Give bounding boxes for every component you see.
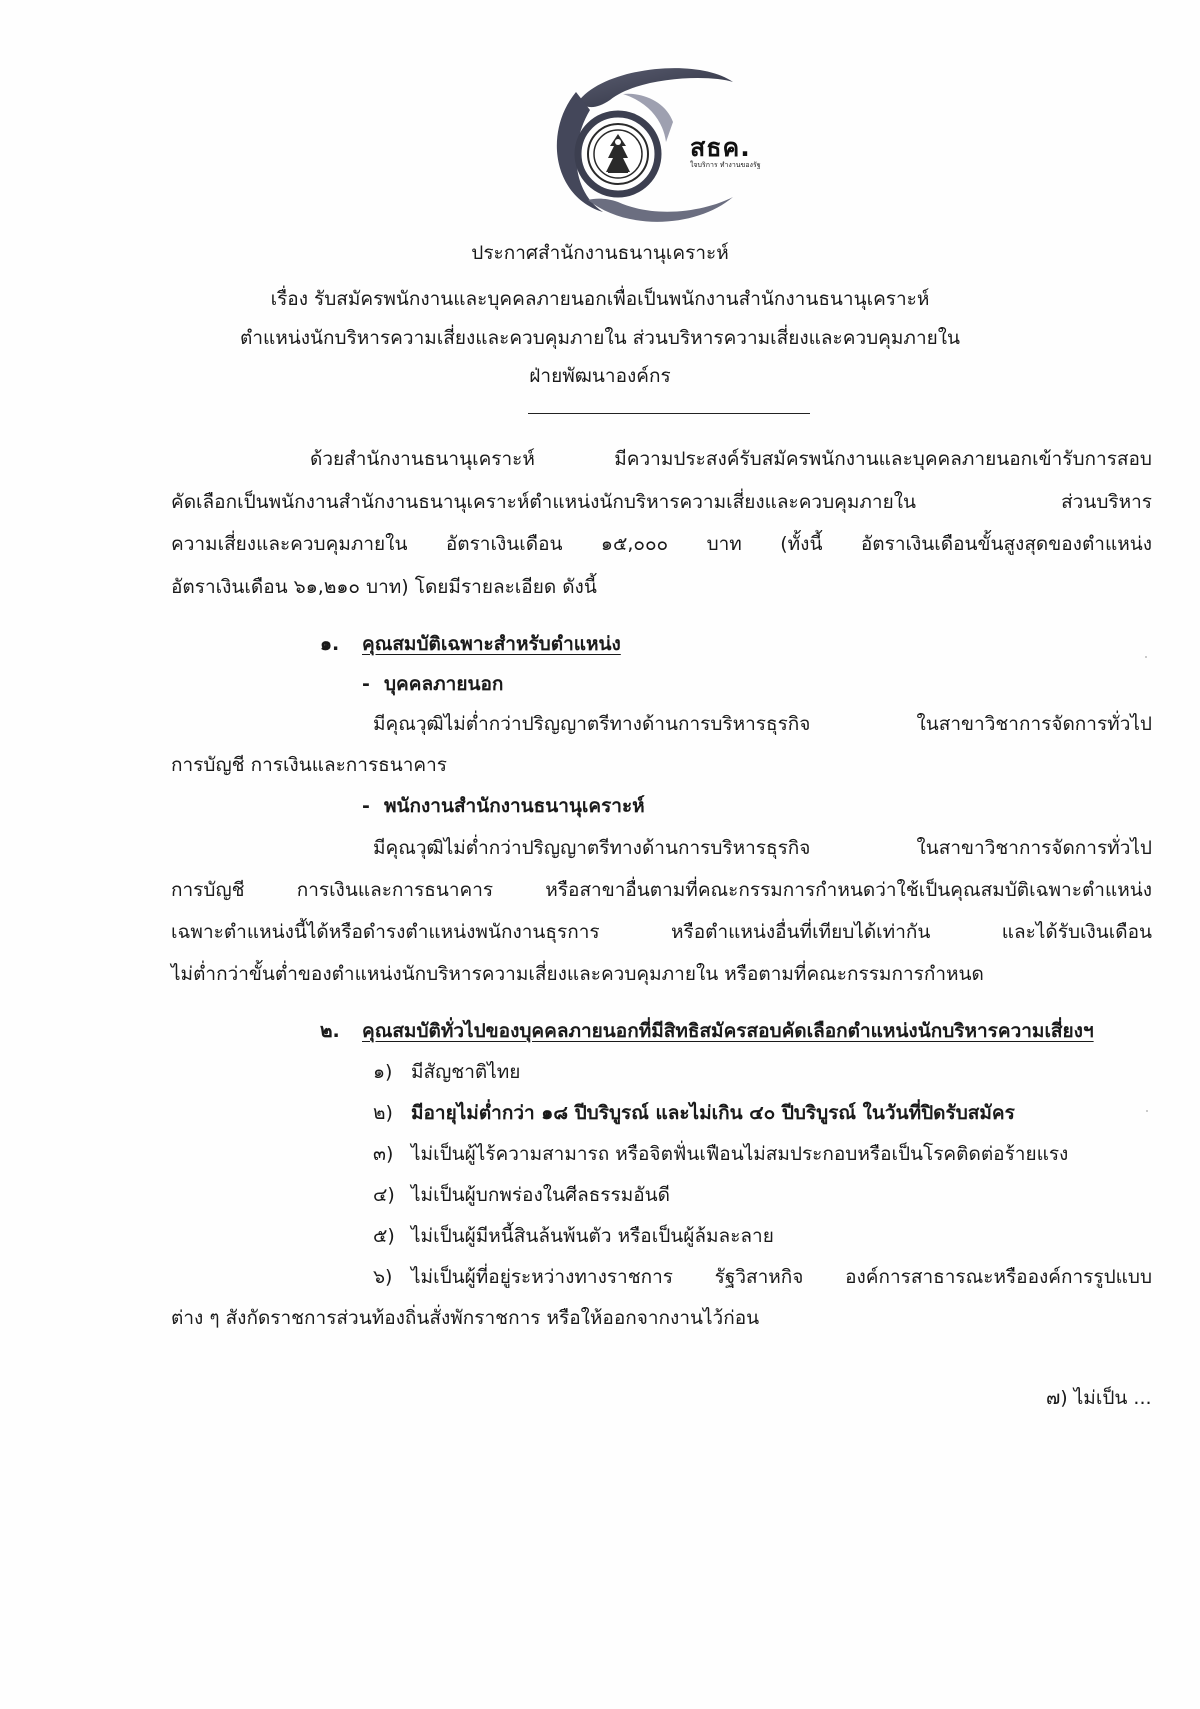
item-6-continuation: ต่าง ๆ สังกัดราชการส่วนท้องถิ่นสั่งพักราชการ หรือให้ออกจากงานไว้ก่อน <box>171 1307 760 1329</box>
agency-tagline: ใจบริการ ทำงานของรัฐ <box>690 161 761 169</box>
item-4-number: ๔) <box>373 1184 395 1206</box>
item-3-number: ๓) <box>373 1143 394 1165</box>
employee-line-1: มีคุณวุฒิไม่ต่ำกว่าปริญญาตรีทางด้านการบริหารธุรกิจ ในสาขาวิชาการจัดการทั่วไป <box>373 837 1152 859</box>
item-5-number: ๕) <box>373 1225 395 1247</box>
intro-line-1: ด้วยสำนักงานธนานุเคราะห์ มีความประสงค์รับสมัครพนักงานและบุคคลภายนอกเข้ารับการสอบ <box>310 448 1152 470</box>
item-2-number: ๒) <box>373 1102 393 1124</box>
outsider-line-2: การบัญชี การเงินและการธนาคาร <box>171 754 448 776</box>
section2-title: คุณสมบัติทั่วไปของบุคคลภายนอกที่มีสิทธิสมัครสอบคัดเลือกตำแหน่งนักบริหารความเสี่ยงฯ <box>362 1020 1094 1042</box>
item-2-text: มีอายุไม่ต่ำกว่า ๑๘ ปีบริบูรณ์ และไม่เกิน ๔๐ ปีบริบูรณ์ ในวันที่ปิดรับสมัคร <box>411 1102 1015 1124</box>
item-5-text: ไม่เป็นผู้มีหนี้สินล้นพ้นตัว หรือเป็นผู้ล้มละลาย <box>411 1225 774 1247</box>
outsider-dash: - <box>362 673 370 695</box>
item-6-number: ๖) <box>373 1266 393 1288</box>
header-divider <box>528 413 810 414</box>
item-1-number: ๑) <box>373 1061 393 1083</box>
section1-number: ๑. <box>320 633 340 655</box>
intro-line-2: คัดเลือกเป็นพนักงานสำนักงานธนานุเคราะห์ตำแหน่งนักบริหารความเสี่ยงและควบคุมภายใน ส่วนบริหาร <box>171 491 1152 513</box>
employee-line-3: เฉพาะตำแหน่งนี้ได้หรือดำรงตำแหน่งพนักงานธุรการ หรือตำแหน่งอื่นที่เทียบได้เท่ากัน และได้รับเงินเดือน <box>171 921 1152 943</box>
section2-number: ๒. <box>320 1020 340 1042</box>
outsider-label: บุคคลภายนอก <box>384 673 504 695</box>
item-6-text: ไม่เป็นผู้ที่อยู่ระหว่างทางราชการ รัฐวิสาหกิจ องค์การสาธารณะหรือองค์การรูปแบบ <box>411 1266 1152 1288</box>
employee-line-2: การบัญชี การเงินและการธนาคาร หรือสาขาอื่นตามที่คณะกรรมการกำหนดว่าใช้เป็นคุณสมบัติเฉพาะตำแหน่ง <box>171 879 1152 901</box>
outsider-line-1: มีคุณวุฒิไม่ต่ำกว่าปริญญาตรีทางด้านการบริหารธุรกิจ ในสาขาวิชาการจัดการทั่วไป <box>373 713 1152 735</box>
employee-dash: - <box>362 795 370 817</box>
agency-abbreviation: สธค. <box>690 133 751 162</box>
announcement-subject: เรื่อง รับสมัครพนักงานและบุคคลภายนอกเพื่อเป็นพนักงานสำนักงานธนานุเคราะห์ <box>270 288 930 310</box>
scan-speck <box>1146 1110 1148 1112</box>
department-line: ฝ่ายพัฒนาองค์กร <box>529 365 671 387</box>
section1-title: คุณสมบัติเฉพาะสำหรับตำแหน่ง <box>362 633 621 655</box>
item-3-text: ไม่เป็นผู้ไร้ความสามารถ หรือจิตฟั่นเฟือนไม่สมประกอบหรือเป็นโรคติดต่อร้ายแรง <box>411 1143 1069 1165</box>
item-1-text: มีสัญชาติไทย <box>411 1061 521 1083</box>
page-continuation: ๗) ไม่เป็น ... <box>1046 1387 1152 1409</box>
item-4-text: ไม่เป็นผู้บกพร่องในศีลธรรมอันดี <box>411 1184 670 1206</box>
position-line: ตำแหน่งนักบริหารความเสี่ยงและควบคุมภายใน ส่วนบริหารความเสี่ยงและควบคุมภายใน <box>239 327 961 349</box>
intro-line-3: ความเสี่ยงและควบคุมภายใน อัตราเงินเดือน ๑๕,๐๐๐ บาท (ทั้งนี้ อัตราเงินเดือนขั้นสูงสุดของตำแหน่ง <box>171 533 1152 555</box>
intro-line-4: อัตราเงินเดือน ๖๑,๒๑๐ บาท) โดยมีรายละเอียด ดังนี้ <box>171 576 597 598</box>
announcement-title: ประกาศสำนักงานธนานุเคราะห์ <box>471 242 729 264</box>
employee-label: พนักงานสำนักงานธนานุเคราะห์ <box>384 795 645 817</box>
scan-speck <box>1145 656 1147 658</box>
employee-line-4: ไม่ต่ำกว่าขั้นต่ำของตำแหน่งนักบริหารความเสี่ยงและควบคุมภายใน หรือตามที่คณะกรรมการกำหนด <box>171 963 984 985</box>
